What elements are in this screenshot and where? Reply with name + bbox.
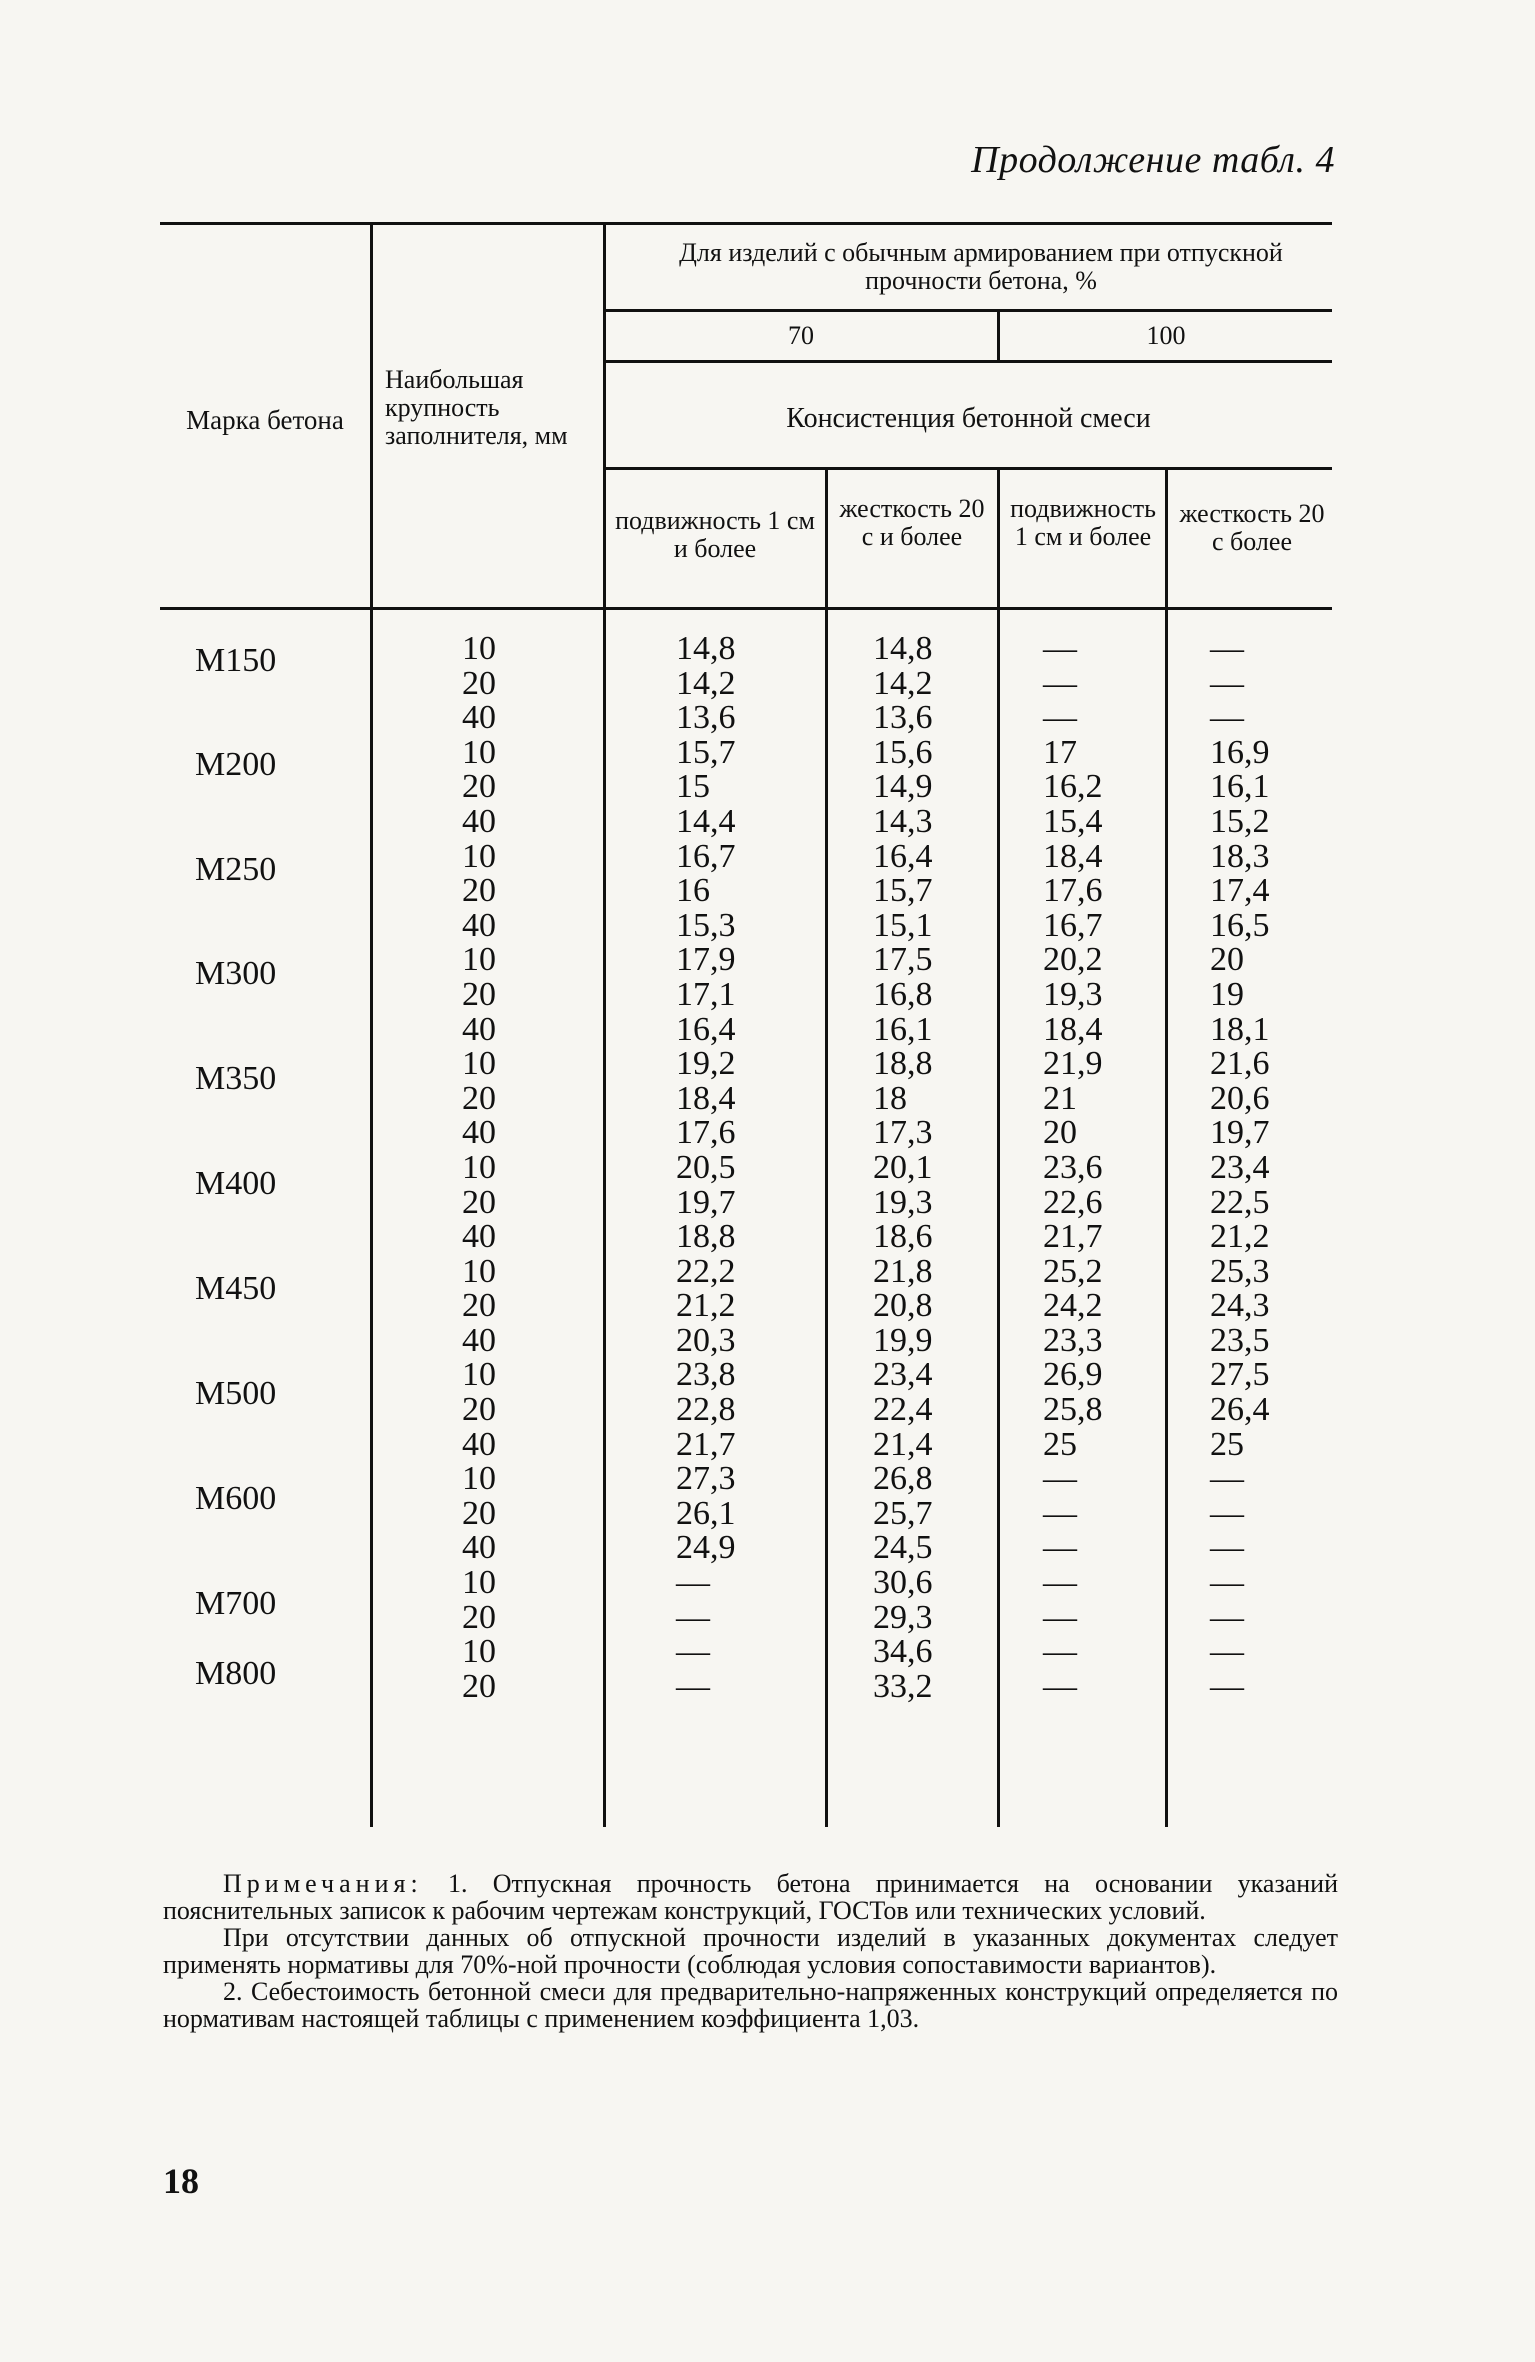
table-cell: 20 [462, 1598, 496, 1636]
table-cell: 20 [462, 975, 496, 1013]
table-cell: 20 [462, 664, 496, 702]
table-cell: 40 [462, 802, 496, 840]
table-cell: 10 [462, 1148, 496, 1186]
table-cell: 20 [462, 1391, 496, 1429]
sub-divider-2 [997, 467, 1000, 1827]
grade-label: М500 [195, 1375, 277, 1412]
table-cell: — [1043, 1529, 1077, 1567]
table-cell: 40 [462, 1218, 496, 1256]
table-cell: 20 [462, 768, 496, 806]
table-cell: 19,9 [873, 1321, 933, 1359]
table-cell: 23,3 [1043, 1321, 1103, 1359]
table-cell: 14,8 [676, 630, 736, 667]
table-cell: 18,3 [1210, 837, 1270, 875]
note-1b: При отсутствии данных об отпускной прочности изделий в указанных документах следует применять нормативы для 70%-ной прочности (соблюдая условия сопоставимости вариантов). [163, 1923, 1338, 1979]
table-cell: 24,3 [1210, 1287, 1270, 1325]
table-cell: 17,5 [873, 941, 933, 979]
table-cell: 20,2 [1043, 941, 1103, 979]
stiffness-70-column [873, 632, 933, 1704]
table-cell: 21,6 [1210, 1045, 1270, 1083]
grade-label: М250 [195, 851, 277, 888]
table-cell: 23,4 [873, 1356, 933, 1394]
table-cell: 17,9 [676, 941, 736, 979]
table-header-bottom-rule [160, 607, 1332, 610]
table-cell: 21,2 [1210, 1218, 1270, 1256]
table-cell: 26,9 [1043, 1356, 1103, 1394]
table-cell: 15,3 [676, 906, 736, 944]
table-cell: 20 [1210, 941, 1244, 979]
table-cell: — [1043, 699, 1077, 737]
table-cell: — [1043, 1598, 1077, 1636]
table-cell: 14,4 [676, 802, 736, 840]
table-cell: 18,4 [1043, 837, 1103, 875]
table-cell: 23,5 [1210, 1321, 1270, 1359]
table-cell: 17,1 [676, 975, 736, 1013]
table-cell: 16,5 [1210, 906, 1270, 944]
continuation-caption: Продолжение табл. 4 [971, 139, 1335, 181]
header-stiffness-100: жесткость 20 с более [1179, 499, 1325, 556]
table-cell: 10 [462, 1460, 496, 1498]
table-cell: 20 [462, 872, 496, 910]
table-top-rule [160, 222, 1332, 225]
table-cell: 21,7 [1043, 1218, 1103, 1256]
table-cell: 20 [462, 1183, 496, 1221]
table-cell: 20,6 [1210, 1079, 1270, 1117]
table-cell: 16,1 [873, 1010, 933, 1048]
header-grade: Марка бетона [186, 405, 344, 435]
table-cell: 20,3 [676, 1321, 736, 1359]
table-cell: — [1043, 630, 1077, 667]
table-cell: 26,4 [1210, 1391, 1270, 1429]
table-cell: 10 [462, 1045, 496, 1083]
grade-label: М200 [195, 746, 277, 783]
table-cell: 14,9 [873, 768, 933, 806]
notes-label: Примечания: [223, 1869, 423, 1898]
table-cell: — [1210, 1598, 1244, 1636]
header-strength-70: 70 [788, 321, 814, 350]
header-strength-100: 100 [1146, 321, 1186, 350]
table-cell: 17 [1043, 733, 1077, 771]
table-cell: 15,7 [676, 733, 736, 771]
table-cell: — [1043, 1633, 1077, 1671]
table-cell: 16,4 [676, 1010, 736, 1048]
table-cell: 16 [676, 872, 710, 910]
table-cell: 15,4 [1043, 802, 1103, 840]
header-consistency: Консистенция бетонной смеси [786, 403, 1151, 434]
header-group-title: Для изделий с обычным армированием при отпускной прочности бетона, % [679, 238, 1283, 295]
sub-divider-1 [825, 467, 828, 1827]
table-cell: 17,6 [676, 1114, 736, 1152]
table-cell: 23,8 [676, 1356, 736, 1394]
mobility-70-column [676, 632, 736, 1704]
rule-under-strength [605, 360, 1332, 363]
table-cell: 18,6 [873, 1218, 933, 1256]
table-cell: 20 [462, 1287, 496, 1325]
aggregate-size-column [462, 632, 496, 1704]
page-number: 18 [163, 2161, 199, 2201]
header-stiffness-70: жесткость 20 с и более [839, 494, 985, 551]
table-cell: 23,4 [1210, 1148, 1270, 1186]
table-cell: 27,5 [1210, 1356, 1270, 1394]
table-cell: — [1210, 630, 1244, 667]
grade-label: М350 [195, 1060, 277, 1097]
notes-block [163, 1870, 1338, 2032]
aggregate-column-divider [603, 222, 606, 1827]
table-cell: — [1210, 1494, 1244, 1532]
table-cell: 10 [462, 630, 496, 667]
rule-under-group-title [605, 309, 1332, 312]
table-cell: 22,4 [873, 1391, 933, 1429]
table-cell: 30,6 [873, 1564, 933, 1602]
table-cell: 25,3 [1210, 1252, 1270, 1290]
table-cell: 14,2 [873, 664, 933, 702]
table-cell: 18,1 [1210, 1010, 1270, 1048]
table-cell: — [1210, 1667, 1244, 1705]
table-cell: 21,8 [873, 1252, 933, 1290]
header-mobility-100: подвижность 1 см и более [1010, 494, 1156, 551]
table-cell: — [676, 1667, 710, 1705]
table-cell: 16,1 [1210, 768, 1270, 806]
table-cell: — [1210, 664, 1244, 702]
grade-label: М800 [195, 1655, 277, 1692]
note-1: 1. Отпускная прочность бетона принимается на основании указаний пояснительных записок к рабочим чертежам конструкций, ГОСТов или технических условий. [163, 1869, 1339, 1925]
sub-divider-3 [1165, 467, 1168, 1827]
table-cell: 40 [462, 1321, 496, 1359]
stiffness-100-column [1210, 632, 1270, 1704]
table-cell: 15,7 [873, 872, 933, 910]
table-cell: 20,8 [873, 1287, 933, 1325]
table-cell: 10 [462, 941, 496, 979]
table-cell: 20,5 [676, 1148, 736, 1186]
table-cell: 24,2 [1043, 1287, 1103, 1325]
table-cell: 29,3 [873, 1598, 933, 1636]
table-cell: 13,6 [873, 699, 933, 737]
table-cell: 10 [462, 733, 496, 771]
table-cell: 19,7 [1210, 1114, 1270, 1152]
grade-label: М300 [195, 955, 277, 992]
table-cell: 40 [462, 1425, 496, 1463]
table-cell: — [1043, 1564, 1077, 1602]
table-cell: 18,4 [1043, 1010, 1103, 1048]
table-cell: 25 [1210, 1425, 1244, 1463]
table-cell: 15,1 [873, 906, 933, 944]
grade-label: М600 [195, 1480, 277, 1517]
table-cell: 17,3 [873, 1114, 933, 1152]
table-cell: 23,6 [1043, 1148, 1103, 1186]
table-cell: 21,9 [1043, 1045, 1103, 1083]
table-cell: 40 [462, 1114, 496, 1152]
header-aggregate: Наибольшая крупность заполнителя, мм [385, 365, 568, 450]
table-cell: 19,3 [1043, 975, 1103, 1013]
table-cell: 18,8 [873, 1045, 933, 1083]
table-cell: 40 [462, 699, 496, 737]
table-cell: 21 [1043, 1079, 1077, 1117]
table-cell: 21,4 [873, 1425, 933, 1463]
table-cell: 18 [873, 1079, 907, 1117]
table-cell: — [1043, 1460, 1077, 1498]
table-cell: 22,2 [676, 1252, 736, 1290]
table-cell: 20,1 [873, 1148, 933, 1186]
table-cell: 13,6 [676, 699, 736, 737]
table-cell: 10 [462, 1564, 496, 1602]
table-cell: 15 [676, 768, 710, 806]
table-cell: 25,8 [1043, 1391, 1103, 1429]
table-cell: — [1210, 1564, 1244, 1602]
table-cell: — [1043, 1494, 1077, 1532]
table-cell: 22,6 [1043, 1183, 1103, 1221]
table-cell: 19,2 [676, 1045, 736, 1083]
table-cell: — [1043, 664, 1077, 702]
table-cell: 27,3 [676, 1460, 736, 1498]
table-cell: 16,8 [873, 975, 933, 1013]
table-cell: 25 [1043, 1425, 1077, 1463]
note-2: 2. Себестоимость бетонной смеси для предварительно-напряженных конструкций определяется по нормативам настоящей таблицы с применением коэффициента 1,03. [163, 1977, 1338, 2033]
table-cell: 16,9 [1210, 733, 1270, 771]
table-cell: 20 [462, 1079, 496, 1117]
table-cell: — [1043, 1667, 1077, 1705]
table-cell: 24,5 [873, 1529, 933, 1567]
table-cell: 19,3 [873, 1183, 933, 1221]
table-cell: 16,7 [1043, 906, 1103, 944]
table-cell: — [676, 1564, 710, 1602]
table-cell: 20 [462, 1494, 496, 1532]
table-cell: 15,6 [873, 733, 933, 771]
table-cell: 18,4 [676, 1079, 736, 1117]
table-cell: 40 [462, 906, 496, 944]
table-cell: 14,3 [873, 802, 933, 840]
table-cell: 19 [1210, 975, 1244, 1013]
table-cell: 10 [462, 1633, 496, 1671]
table-cell: 18,8 [676, 1218, 736, 1256]
table-cell: 22,5 [1210, 1183, 1270, 1221]
table-cell: — [1210, 1529, 1244, 1567]
grade-column-divider [370, 222, 373, 1827]
table-cell: — [676, 1598, 710, 1636]
table-cell: 33,2 [873, 1667, 933, 1705]
table-cell: 34,6 [873, 1633, 933, 1671]
table-cell: 20 [462, 1667, 496, 1705]
table-cell: — [1210, 1633, 1244, 1671]
table-cell: 17,6 [1043, 872, 1103, 910]
table-cell: 21,7 [676, 1425, 736, 1463]
table-cell: — [1210, 699, 1244, 737]
table-cell: 25,7 [873, 1494, 933, 1532]
table-cell: 14,2 [676, 664, 736, 702]
table-cell: 14,8 [873, 630, 933, 667]
table-cell: 10 [462, 1252, 496, 1290]
header-mobility-70: подвижность 1 см и более [615, 506, 815, 563]
table-cell: — [676, 1633, 710, 1671]
grade-label: М700 [195, 1585, 277, 1622]
table-cell: 10 [462, 837, 496, 875]
table-cell: — [1210, 1460, 1244, 1498]
table-cell: 10 [462, 1356, 496, 1394]
table-cell: 17,4 [1210, 872, 1270, 910]
grade-label: М400 [195, 1165, 277, 1202]
table-cell: 25,2 [1043, 1252, 1103, 1290]
table-cell: 24,9 [676, 1529, 736, 1567]
table-cell: 22,8 [676, 1391, 736, 1429]
table-cell: 19,7 [676, 1183, 736, 1221]
grade-label: М150 [195, 642, 277, 679]
table-cell: 16,2 [1043, 768, 1103, 806]
table-cell: 15,2 [1210, 802, 1270, 840]
table-cell: 26,1 [676, 1494, 736, 1532]
table-cell: 26,8 [873, 1460, 933, 1498]
table-cell: 20 [1043, 1114, 1077, 1152]
table-cell: 16,4 [873, 837, 933, 875]
table-cell: 40 [462, 1529, 496, 1567]
table-cell: 21,2 [676, 1287, 736, 1325]
mobility-100-column [1043, 632, 1103, 1704]
table-cell: 40 [462, 1010, 496, 1048]
table-cell: 16,7 [676, 837, 736, 875]
rule-under-consistency [605, 467, 1332, 470]
grade-label: М450 [195, 1270, 277, 1307]
